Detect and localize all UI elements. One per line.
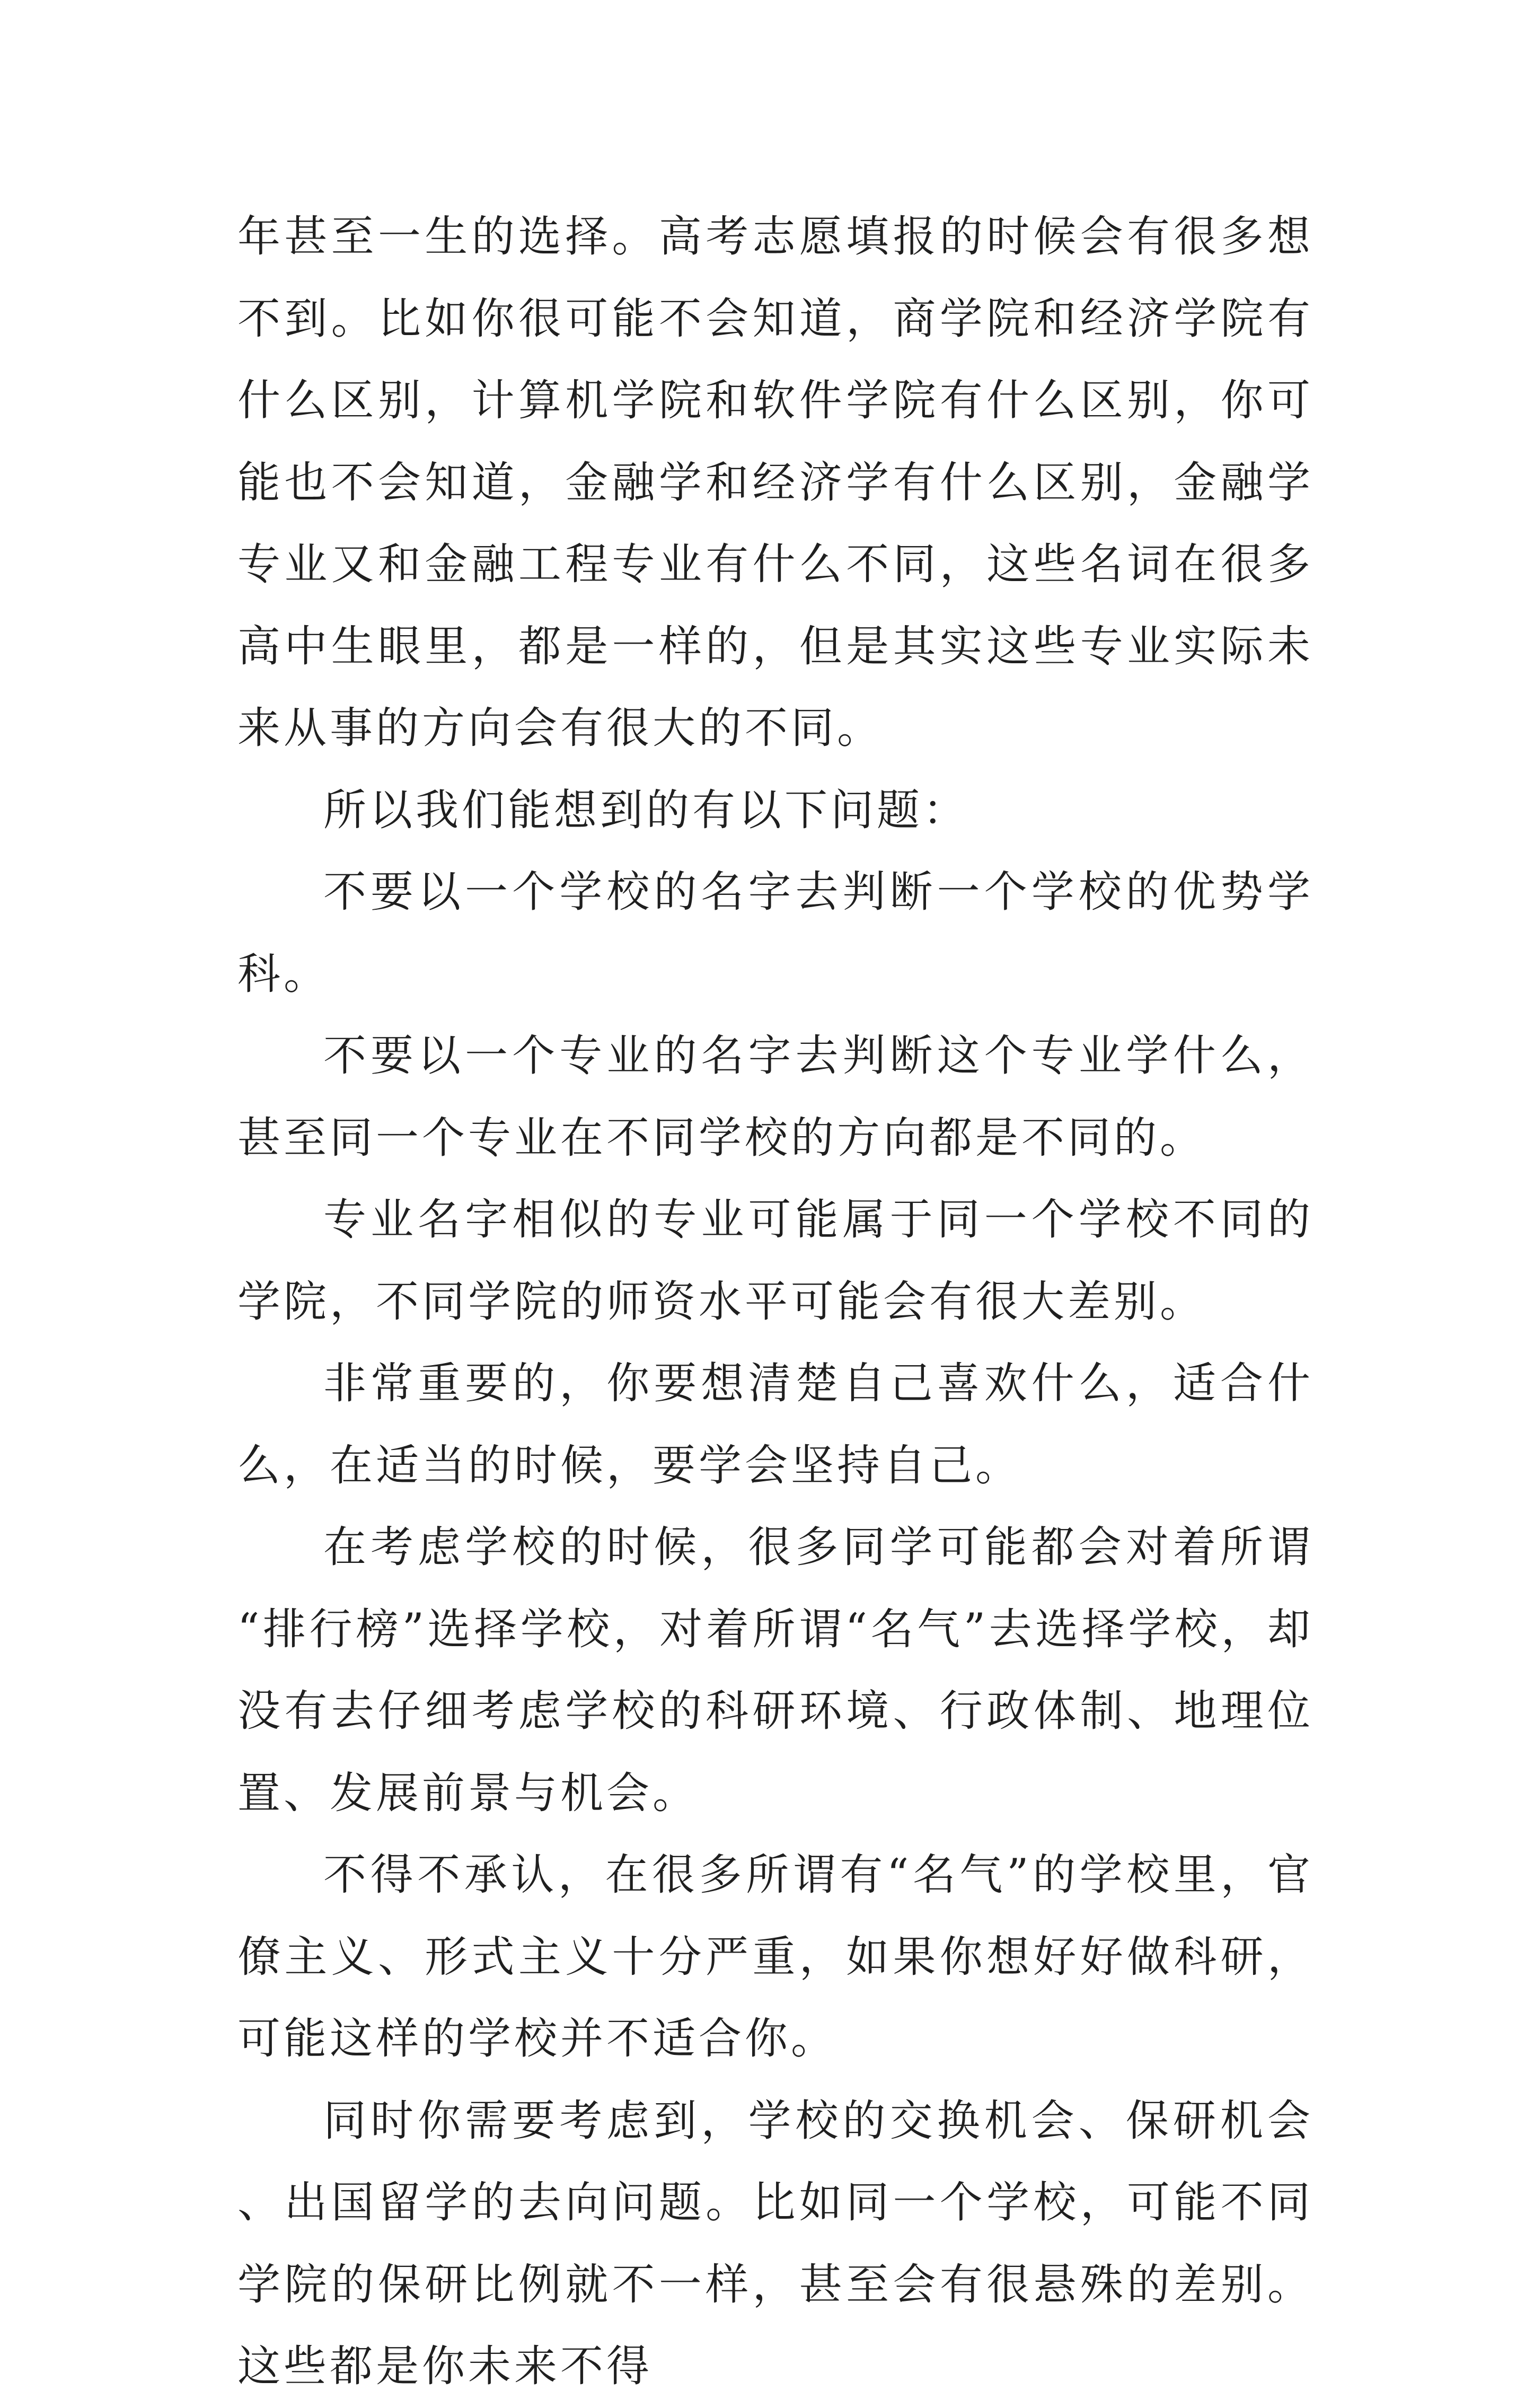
paragraph-continued: 年甚至一生的选择。高考志愿填报的时候会有很多想不到。比如你很可能不会知道，商学院和经济学院有什么区别，计算机学院和软件学院有什么区别，你可能也不会知道，金融学和经济学有什么区别，金融学专业又和金融工程专业有什么不同，这些名词在很多高中生眼里，都是一样的，但是其实这些专业实际未来从事的方向会有很大的不同。 [237, 212, 1313, 753]
paragraph: 同时你需要考虑到，学校的交换机会、保研机会、出国留学的去向问题。比如同一个学校，可能不同学院的保研比例就不一样，甚至会有很悬殊的差别。这些都是你未来不得 [237, 2096, 1313, 2392]
paragraph: 非常重要的，你要想清楚自己喜欢什么，适合什么，在适当的时候，要学会坚持自己。 [237, 1359, 1313, 1491]
document-body [237, 196, 1313, 2408]
paragraph: 不得不承认，在很多所谓有“名气”的学校里，官僚主义、形式主义十分严重，如果你想好好做科研，可能这样的学校并不适合你。 [237, 1850, 1313, 2064]
paragraph: 不要以一个专业的名字去判断这个专业学什么，甚至同一个专业在不同学校的方向都是不同的。 [237, 1031, 1313, 1163]
paragraph: 所以我们能想到的有以下问题： [323, 785, 969, 836]
paragraph: 专业名字相似的专业可能属于同一个学校不同的学院，不同学院的师资水平可能会有很大差别。 [237, 1195, 1313, 1327]
paragraph: 在考虑学校的时候，很多同学可能都会对着所谓“排行榜”选择学校，对着所谓“名气”去选择学校，却没有去仔细考虑学校的科研环境、行政体制、地理位置、发展前景与机会。 [237, 1523, 1313, 1818]
paragraph: 不要以一个学校的名字去判断一个学校的优势学科。 [237, 867, 1313, 999]
